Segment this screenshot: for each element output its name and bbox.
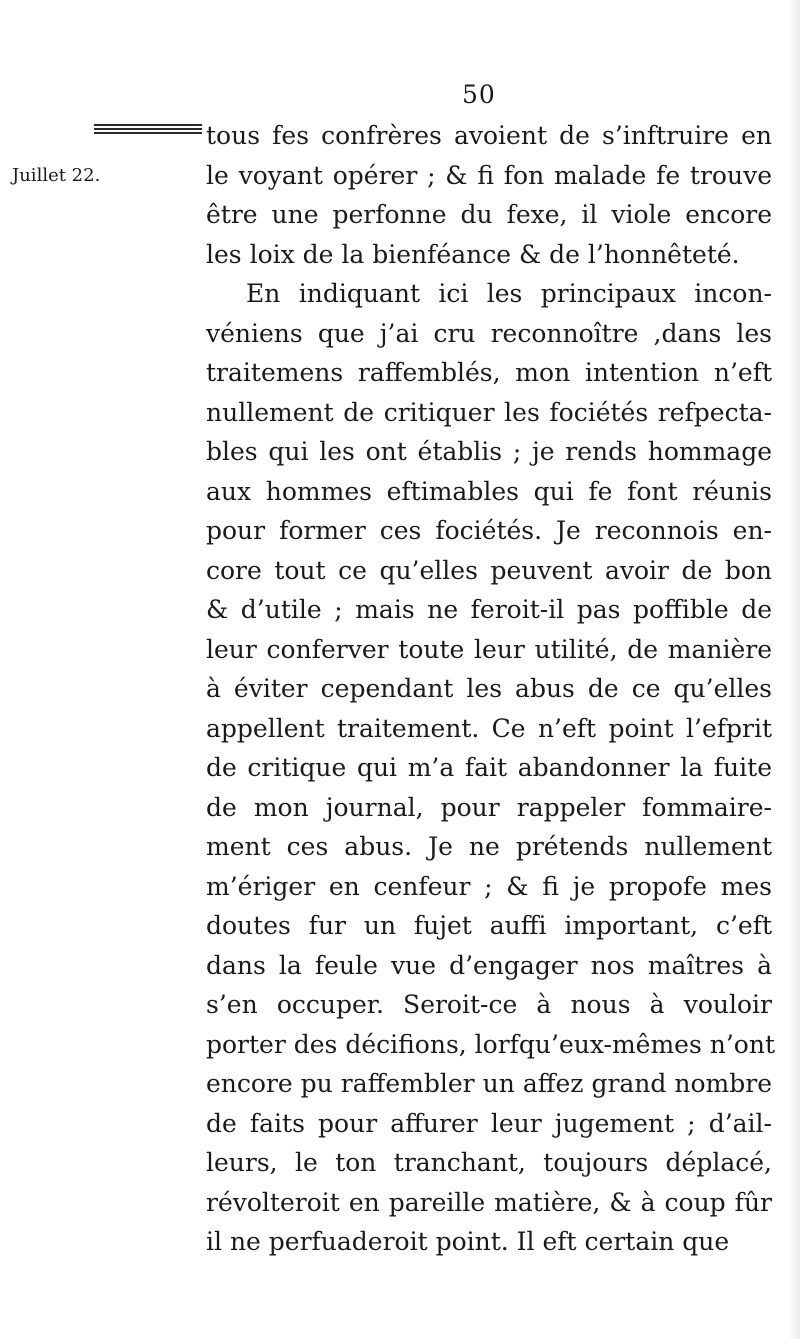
text-line: & d’utile ; mais ne feroit-il pas poffible de — [206, 595, 772, 624]
text-line: de mon journal, pour rappeler fommaire- — [206, 792, 772, 822]
text-line: tous fes confrères avoient de s’inftruire en — [206, 121, 772, 150]
ornamental-rule — [94, 124, 202, 138]
text-line: ment ces abus. Je ne prétends nullement — [206, 832, 772, 861]
text-line: traitemens raffemblés, mon intention n’eft — [206, 358, 772, 387]
text-line: En indiquant ici les principaux incon- — [246, 279, 772, 308]
text-line: nullement de critiquer les fociétés refpecta- — [206, 397, 772, 427]
text-line: révolteroit en pareille matière, & à coup fûr — [206, 1187, 772, 1217]
page-edge-shadow — [788, 0, 800, 1339]
text-line: porter des décifions, lorfqu’eux-mêmes n’ont — [206, 1029, 775, 1059]
text-line: de critique qui m’a fait abandonner la fuite — [206, 753, 772, 782]
text-line: doutes fur un fujet auffi important, c’eft — [206, 911, 772, 940]
text-line: il ne perfuaderoit point. Il eft certain que — [206, 1227, 730, 1256]
text-line: véniens que j’ai cru reconnoître ,dans les — [206, 318, 772, 348]
text-line: m’ériger en cenfeur ; & fi je propofe mes — [206, 871, 772, 901]
text-line: encore pu raffembler un affez grand nombre — [206, 1069, 772, 1098]
text-line: le voyant opérer ; & fi fon malade fe trouve — [206, 160, 772, 190]
text-line: aux hommes eftimables qui fe font réunis — [206, 476, 772, 506]
text-line: pour former ces fociétés. Je reconnois en- — [206, 516, 772, 545]
page-number: 50 — [462, 80, 496, 109]
text-line: de faits pour affurer leur jugement ; d’ail- — [206, 1108, 772, 1138]
text-line: leurs, le ton tranchant, toujours déplacé, — [206, 1148, 772, 1177]
text-line: les loix de la bienféance & de l’honnêteté. — [206, 239, 740, 269]
text-line: leur conferver toute leur utilité, de manière — [206, 634, 772, 664]
margin-note-date: Juillet 22. — [12, 165, 101, 186]
text-line: s’en occuper. Seroit-ce à nous à vouloir — [206, 990, 772, 1019]
text-line: être une perfonne du fexe, il viole encore — [206, 200, 772, 229]
text-line: appellent traitement. Ce n’eft point l’efprit — [206, 713, 772, 743]
text-line: à éviter cependant les abus de ce qu’elles — [206, 674, 772, 703]
text-line: bles qui les ont établis ; je rends hommage — [206, 437, 772, 466]
text-line: dans la feule vue d’engager nos maîtres à — [206, 950, 772, 980]
body-text — [206, 116, 775, 1262]
text-line: core tout ce qu’elles peuvent avoir de bon — [206, 555, 772, 585]
